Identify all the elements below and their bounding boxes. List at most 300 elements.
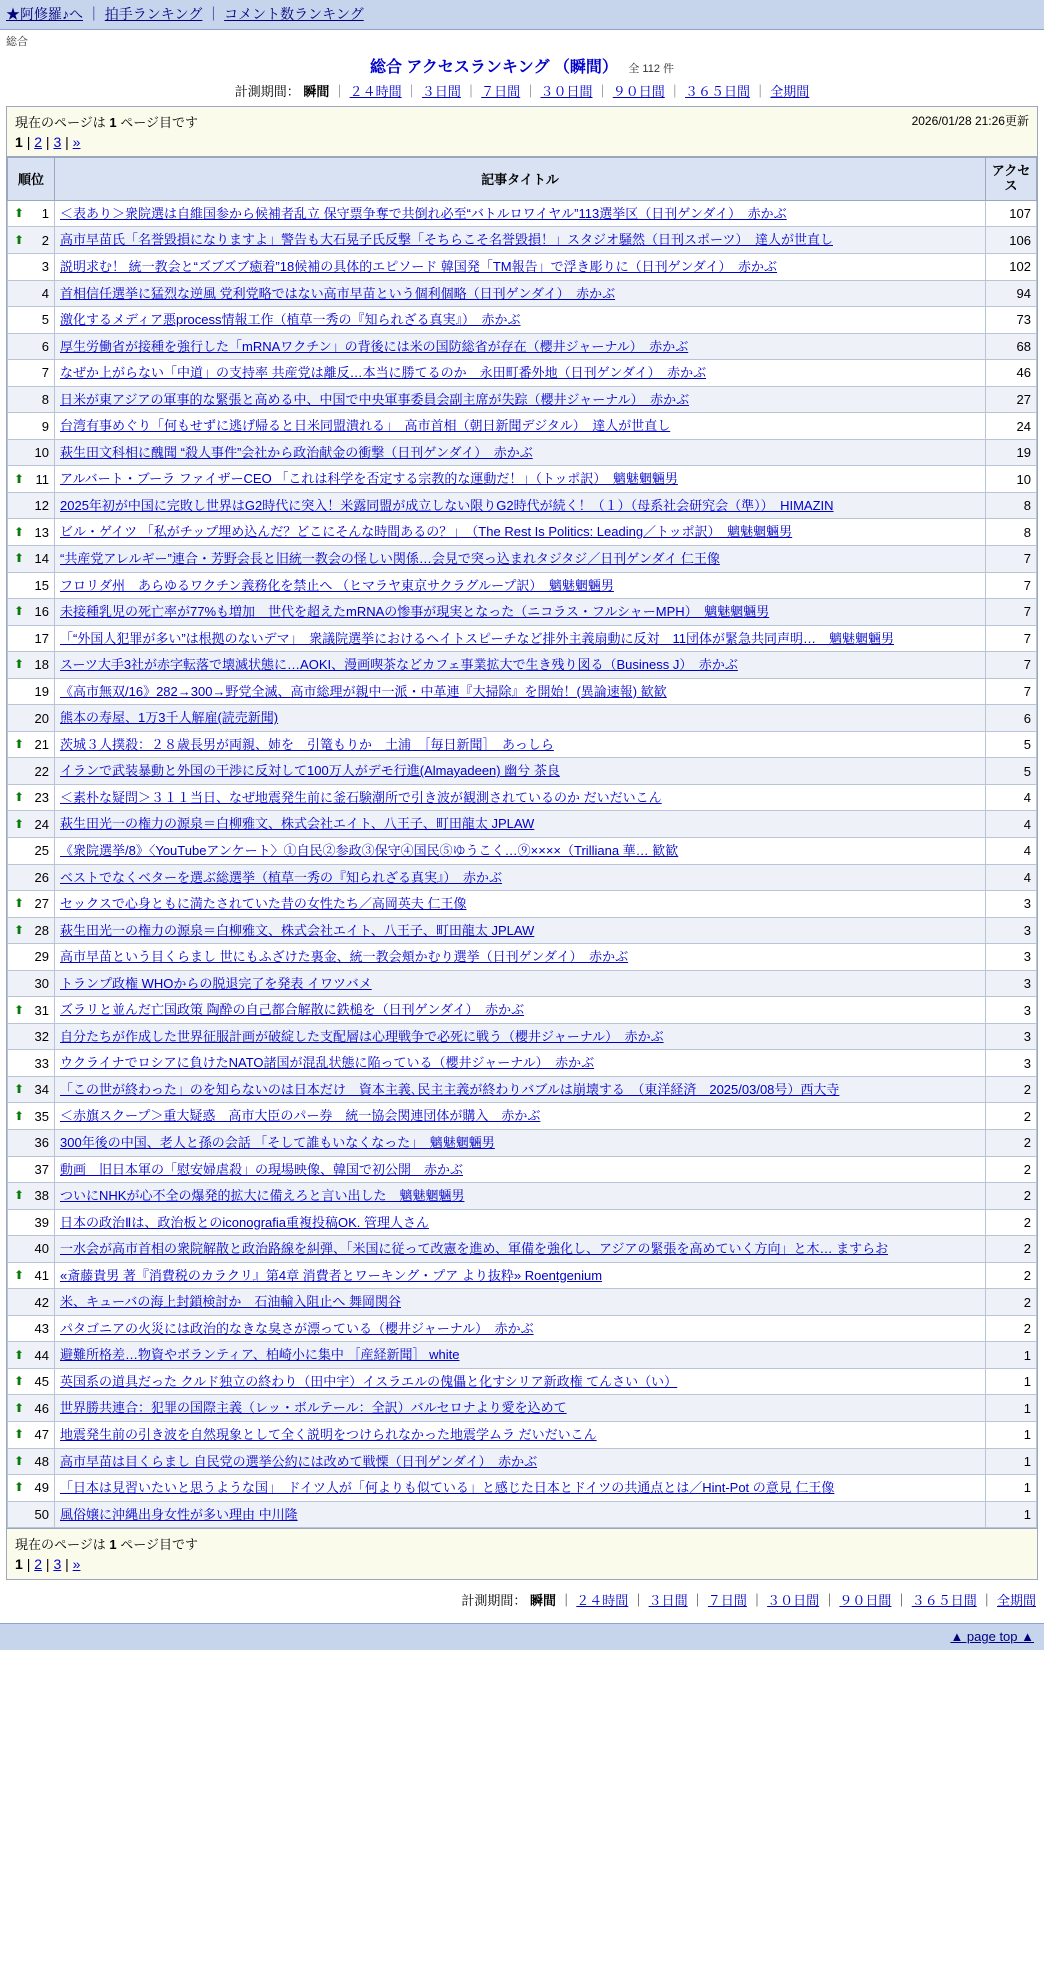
rank-cell [8, 200, 55, 227]
rank-cell [8, 1156, 55, 1183]
access-count-cell: 1 [986, 1448, 1037, 1475]
rank-up-arrow-icon: ⬆ [14, 1400, 25, 1415]
article-title-cell [55, 439, 986, 466]
rank-cell [8, 652, 55, 679]
table-row [8, 838, 1037, 865]
period-option-30d-top[interactable]: ３０日間 [540, 84, 593, 99]
last-updated: 2026/01/28 21:26更新 [911, 114, 1029, 128]
article-title-link[interactable]: 避難所格差…物資やボランティア、柏崎小に集中 ［産経新聞］ white [60, 1347, 460, 1363]
rank-number: 21 [34, 737, 49, 753]
rank-up-arrow-icon: ⬆ [14, 524, 25, 539]
access-count-cell: 6 [986, 705, 1037, 732]
rank-up-arrow-icon: ⬆ [14, 604, 25, 619]
period-div-t4: ｜ [523, 84, 537, 99]
article-title-cell [55, 1289, 986, 1316]
article-title-cell [55, 1023, 986, 1050]
access-count-cell: 3 [986, 917, 1037, 944]
rank-number: 18 [34, 657, 49, 673]
article-title-link[interactable]: セックスで心身ともに満たされていた昔の女性たち／高岡英夫 仁王像 [60, 896, 467, 912]
rank-cell [8, 1076, 55, 1103]
breadcrumb: 総合 [6, 36, 28, 48]
article-title-cell [55, 1342, 986, 1369]
article-title-link[interactable]: “共産党アレルギー”連合・芳野会長と旧統一教会の怪しい関係…会見で突っ込まれタジタジ／日刊ゲンダイ 仁王像 [60, 550, 720, 566]
article-title-link[interactable]: 「この世が終わった」のを知らないのは日本だけ 資本主義､民主主義が終わりバブルは崩壊する （東洋経済 2025/03/08号）西大寺 [60, 1081, 840, 1097]
article-title-cell [55, 1315, 986, 1342]
table-row [8, 1076, 1037, 1103]
access-count-cell: 1 [986, 1395, 1037, 1422]
nav-link-comment-ranking[interactable]: コメント数ランキング [224, 6, 364, 22]
article-title-link[interactable]: ビル・ゲイツ 「私がチップ埋め込んだ？どこにそんな時間あるの？」 （The Rest Is Politics: Leading／トッポ訳） 魑魅魍魎男 [60, 524, 793, 540]
article-title-link[interactable]: 未接種乳児の死亡率が77%も増加 世代を超えたmRNAの惨事が現実となった（ニコラス・フルシャーMPH） 魑魅魍魎男 [60, 604, 770, 620]
access-count-cell: 3 [986, 944, 1037, 971]
table-row [8, 1236, 1037, 1263]
table-row [8, 1475, 1037, 1502]
rank-number: 3 [41, 259, 49, 275]
page-info-suffix: ページ目です [120, 115, 198, 130]
pager-div-t1: | [26, 134, 31, 150]
pager-div-t3: | [65, 134, 69, 150]
article-title-link[interactable]: 地震発生前の引き波を自然現象として全く説明をつけられなかった地震学ムラ だいだいこん [60, 1427, 597, 1443]
table-row [8, 864, 1037, 891]
rank-number: 15 [34, 577, 49, 593]
article-title-link[interactable]: 一水会が高市首相の衆院解散と政治路線を糾弾、「米国に従って改憲を進め、軍備を強化し、アジアの緊張を高めていく方向」と木… ますらお [60, 1241, 889, 1257]
article-title-link[interactable]: ウクライナでロシアに負けたNATO諸国が混乱状態に陥っている（櫻井ジャーナル） 赤かぶ [60, 1055, 595, 1071]
period-option-365d-bottom[interactable]: ３６５日間 [911, 1593, 977, 1609]
access-count-cell: 94 [986, 280, 1037, 307]
table-row [8, 997, 1037, 1024]
article-title-link[interactable]: 300年後の中国、老人と孫の会話 「そして誰もいなくなった」 魑魅魍魎男 [60, 1135, 495, 1151]
article-title-cell [55, 280, 986, 307]
article-title-cell [55, 227, 986, 254]
article-title-cell [55, 1156, 986, 1183]
article-title-cell [55, 1501, 986, 1528]
rank-number: 42 [34, 1294, 49, 1310]
article-title-cell [55, 784, 986, 811]
article-title-link[interactable]: 高市早苗は目くらまし 自民党の選挙公約には改めて戦慄（日刊ゲンダイ） 赤かぶ [60, 1453, 538, 1469]
page-link-next-top[interactable]: » [72, 134, 81, 150]
access-count-cell: 5 [986, 731, 1037, 758]
rank-cell [8, 970, 55, 997]
period-option-24h-top[interactable]: ２４時間 [349, 84, 402, 99]
article-title-cell [55, 572, 986, 599]
page-info-number: 1 [109, 115, 117, 130]
table-row [8, 466, 1037, 493]
pager-div-b3: | [65, 1556, 69, 1573]
rank-cell [8, 811, 55, 838]
article-title-link[interactable]: ベストでなくベターを選ぶ総選挙（植草一秀の『知られざる真実』） 赤かぶ [60, 869, 503, 885]
article-title-link[interactable]: 《衆院選挙/8》〈YouTubeアンケート〉①自民②参政③保守④国民⑤ゆうこく…⑨××××（Trilliana 華… 歓歓 [60, 843, 679, 858]
rank-number: 39 [34, 1214, 49, 1230]
article-title-link[interactable]: スーツ大手3社が赤字転落で壊滅状態に…AOKI、漫画喫茶などカフェ事業拡大で生き残り図る（Business J） 赤かぶ [60, 657, 738, 673]
article-title-cell [55, 997, 986, 1024]
period-div-t5: ｜ [596, 84, 610, 99]
page-top-link[interactable]: ▲ page top ▲ [950, 1629, 1034, 1645]
rank-up-arrow-icon: ⬆ [14, 1347, 25, 1362]
article-title-link[interactable]: 高市早苗という目くらまし 世にもふざけた裏金、統一教会頬かむり選挙（日刊ゲンダイ） 赤かぶ [60, 949, 629, 965]
page-link-2-bottom[interactable]: 2 [34, 1556, 43, 1573]
table-row [8, 307, 1037, 334]
period-div-b7: ｜ [980, 1593, 994, 1609]
rank-up-arrow-icon: ⬆ [14, 1002, 25, 1017]
table-row [8, 1156, 1037, 1183]
rank-cell [8, 1130, 55, 1157]
access-count-cell: 2 [986, 1076, 1037, 1103]
footer-bar [0, 1623, 1044, 1650]
rank-cell [8, 599, 55, 626]
article-title-link[interactable]: 厚生労働省が接種を強行した「mRNAワクチン」の背後には米の国防総省が存在（櫻井ジャーナル） 赤かぶ [60, 338, 689, 354]
rank-cell [8, 1023, 55, 1050]
access-count-cell: 3 [986, 997, 1037, 1024]
article-title-link[interactable]: 「“外国人犯罪が多い”は根拠のないデマ」 衆議院選挙におけるヘイトスピーチなど排外主義扇動に反対 11団体が緊急共同声明… 魑魅魍魎男 [60, 630, 895, 646]
article-title-link[interactable]: «斎藤貴男 著『消費税のカラクリ』第4章 消費者とワーキング・プア より抜粋» Roentgenium [60, 1267, 603, 1283]
table-row [8, 1183, 1037, 1210]
rank-cell [8, 997, 55, 1024]
article-title-link[interactable]: イランで武装暴動と外国の干渉に反対して100万人がデモ行進(Almayadeen) 幽兮 茶良 [60, 763, 560, 779]
period-label-bottom: 計測期間： [461, 1593, 527, 1609]
table-row [8, 1315, 1037, 1342]
rank-up-arrow-icon: ⬆ [14, 1188, 25, 1203]
article-title-cell [55, 917, 986, 944]
article-title-link[interactable]: フロリダ州 あらゆるワクチン義務化を禁止へ （ヒマラヤ東京サクラグループ訳） 魑魅魍魎男 [60, 577, 614, 593]
rank-cell [8, 917, 55, 944]
table-row [8, 1023, 1037, 1050]
article-title-link[interactable]: ズラリと並んだ亡国政策 陶酔の自己都合解散に鉄槌を（日刊ゲンダイ） 赤かぶ [60, 1002, 525, 1018]
access-count-cell: 1 [986, 1422, 1037, 1449]
table-row [8, 200, 1037, 227]
rank-number: 44 [34, 1347, 49, 1363]
rank-number: 38 [34, 1188, 49, 1204]
article-title-link[interactable]: 首相信任選挙に猛烈な逆風 党利党略ではない高市早苗という個利個略（日刊ゲンダイ） 赤かぶ [60, 285, 616, 301]
article-title-link[interactable]: トランプ政権 WHOからの脱退完了を発表 イワツバメ [60, 975, 372, 991]
period-option-3d-bottom[interactable]: ３日間 [648, 1593, 688, 1609]
article-title-cell [55, 1050, 986, 1077]
period-option-24h-bottom[interactable]: ２４時間 [576, 1593, 629, 1609]
period-option-30d-bottom[interactable]: ３０日間 [767, 1593, 820, 1609]
rank-number: 16 [34, 604, 49, 620]
access-count-cell: 8 [986, 492, 1037, 519]
table-row [8, 678, 1037, 705]
rank-cell [8, 519, 55, 546]
access-count-cell: 2 [986, 1130, 1037, 1157]
page-title: 総合 アクセスランキング （瞬間） [369, 59, 618, 76]
rank-up-arrow-icon: ⬆ [14, 1268, 25, 1283]
rank-number: 40 [34, 1241, 49, 1257]
column-header-title: 記事タイトル [55, 158, 986, 201]
table-row [8, 439, 1037, 466]
period-option-all-bottom[interactable]: 全期間 [996, 1593, 1036, 1609]
table-row [8, 333, 1037, 360]
rank-up-arrow-icon: ⬆ [14, 1108, 25, 1123]
rank-number: 24 [34, 816, 49, 832]
article-title-link[interactable]: 自分たちが作成した世界征服計画が破綻した支配層は心理戦争で必死に戦う（櫻井ジャーナル） 赤かぶ [60, 1028, 664, 1044]
page-link-1-bottom: 1 [15, 1556, 23, 1573]
rank-up-arrow-icon: ⬆ [14, 1427, 25, 1442]
period-option-3d-top[interactable]: ３日間 [421, 84, 461, 99]
access-count-cell: 1 [986, 1501, 1037, 1528]
rank-cell [8, 944, 55, 971]
page-link-3-top[interactable]: 3 [53, 134, 62, 150]
access-count-cell: 4 [986, 784, 1037, 811]
rank-up-arrow-icon: ⬆ [14, 790, 25, 805]
rank-cell [8, 1368, 55, 1395]
access-count-cell: 2 [986, 1183, 1037, 1210]
rank-number: 20 [34, 710, 49, 726]
access-count-cell: 2 [986, 1236, 1037, 1263]
rank-up-arrow-icon: ⬆ [14, 657, 25, 672]
access-count-cell: 7 [986, 652, 1037, 679]
rank-cell [8, 758, 55, 785]
access-count-cell: 2 [986, 1262, 1037, 1289]
rank-number: 43 [34, 1321, 49, 1337]
rank-number: 30 [34, 976, 49, 991]
article-title-link[interactable]: 動画 旧日本軍の「慰安婦虐殺」の現場映像、韓国で初公開 赤かぶ [60, 1161, 464, 1177]
rank-up-arrow-icon: ⬆ [14, 1374, 25, 1389]
article-title-cell [55, 333, 986, 360]
article-title-link[interactable]: 「日本は見習いたいと思うような国」 ドイツ人が「何よりも似ている」と感じた日本とドイツの共通点とは／Hint-Pot の意見 仁王像 [60, 1480, 835, 1496]
access-count-cell: 8 [986, 519, 1037, 546]
article-title-cell [55, 891, 986, 918]
period-div-t6: ｜ [668, 84, 682, 99]
rank-number: 11 [35, 471, 49, 487]
article-title-link[interactable]: 高市早苗氏「名誉毀損になりますよ」警告も大石晃子氏反撃「そちらこそ名誉毀損！」スタジオ騒然（日刊スポーツ） 達人が世直し [60, 232, 833, 248]
rank-cell [8, 572, 55, 599]
table-row [8, 492, 1037, 519]
period-option-90d-top[interactable]: ９０日間 [612, 84, 665, 99]
table-row [8, 784, 1037, 811]
table-row [8, 545, 1037, 572]
page-info-footer [7, 1528, 1037, 1579]
article-title-link[interactable]: 説明求む！ 統一教会と“ズブズブ癒着”18候補の具体的エピソード 韓国発「TM報告」で浮き彫りに（日刊ゲンダイ） 赤かぶ [60, 258, 778, 274]
pagination-top [15, 131, 1029, 150]
article-title-link[interactable]: 世界勝共連合：犯罪の国際主義（レッ・ボルテール：全訳）バルセロナより愛を込めて [60, 1400, 567, 1416]
article-title-link[interactable]: アルバート・ブーラ ファイザーCEO 「これは科学を否定する宗教的な運動だ！」（トッポ訳） 魑魅魍魎男 [60, 471, 678, 487]
rank-up-arrow-icon: ⬆ [14, 896, 25, 911]
rank-number: 13 [34, 524, 49, 540]
article-title-link[interactable]: なぜか上がらない「中道」の支持率 共産党は離反…本当に勝てるのか 永田町番外地（日刊ゲンダイ） 赤かぶ [60, 365, 707, 381]
rank-number: 50 [34, 1506, 49, 1522]
nav-separator-2: ｜ [206, 6, 221, 22]
rank-up-arrow-icon: ⬆ [14, 922, 25, 937]
article-title-link[interactable]: 熊本の寿屋、1万3千人解雇(読売新聞) [60, 710, 279, 726]
access-count-cell: 5 [986, 758, 1037, 785]
period-option-7d-bottom[interactable]: ７日間 [707, 1593, 747, 1609]
article-title-link[interactable]: 茨城３人撲殺：２８歳長男が両親、姉を 引篭もりか 土浦 ［毎日新聞］ あっしら [60, 736, 554, 752]
article-title-link[interactable]: 《高市無双/16》282→300→野党全滅、高市総理が親中一派・中革連『大掃除』を開始！(異論速報) 歓歓 [60, 683, 667, 699]
rank-cell [8, 1103, 55, 1130]
nav-link-home[interactable]: ★阿修羅♪へ [6, 6, 83, 22]
access-count-cell: 2 [986, 1156, 1037, 1183]
article-title-link[interactable]: 米、キューバの海上封鎖検討か 石油輸入阻止へ 舞岡関谷 [60, 1294, 401, 1310]
rank-up-arrow-icon: ⬆ [14, 232, 25, 247]
access-count-cell: 2 [986, 1289, 1037, 1316]
rank-number: 47 [34, 1427, 49, 1443]
article-title-link[interactable]: 日米が東アジアの軍事的な緊張と高める中、中国で中央軍事委員会副主席が失踪（櫻井ジャーナル） 赤かぶ [60, 391, 690, 407]
article-title-link[interactable]: 萩生田光一の権力の源泉＝白柳雅文、株式会社エイト、八王子、町田龍太 JPLAW [60, 816, 535, 832]
rank-cell [8, 280, 55, 307]
rank-cell [8, 333, 55, 360]
column-header-rank: 順位 [8, 158, 55, 201]
period-div-b4: ｜ [750, 1593, 764, 1609]
access-count-cell: 1 [986, 1475, 1037, 1502]
period-current-top: 瞬間 [303, 84, 330, 99]
article-title-cell [55, 1103, 986, 1130]
table-row [8, 1368, 1037, 1395]
rank-number: 28 [34, 922, 49, 938]
table-row [8, 625, 1037, 652]
article-title-link[interactable]: 萩生田光一の権力の源泉＝白柳雅文、株式会社エイト、八王子、町田龍太 JPLAW [60, 922, 535, 938]
period-option-90d-bottom[interactable]: ９０日間 [839, 1593, 892, 1609]
article-title-cell [55, 307, 986, 334]
page-info-prefix-bottom: 現在のページは [15, 1537, 106, 1553]
article-title-cell [55, 864, 986, 891]
article-title-cell [55, 811, 986, 838]
page-link-2-top[interactable]: 2 [34, 134, 43, 150]
article-title-cell [55, 1236, 986, 1263]
column-header-access: アクセス [986, 158, 1037, 201]
rank-number: 29 [34, 949, 49, 965]
table-row [8, 227, 1037, 254]
rank-cell [8, 1262, 55, 1289]
rank-number: 48 [34, 1453, 49, 1469]
table-row [8, 1209, 1037, 1236]
table-row [8, 891, 1037, 918]
global-nav-bar [0, 0, 1044, 30]
article-title-cell [55, 200, 986, 227]
rank-cell [8, 545, 55, 572]
table-row [8, 519, 1037, 546]
period-option-365d-top[interactable]: ３６５日間 [685, 84, 751, 99]
period-option-7d-top[interactable]: ７日間 [481, 84, 521, 99]
page-info-prefix: 現在のページは [15, 115, 106, 130]
page-link-3-bottom[interactable]: 3 [53, 1556, 62, 1573]
page-link-next-bottom[interactable]: » [72, 1556, 81, 1573]
rank-cell [8, 625, 55, 652]
nav-link-applause-ranking[interactable]: 拍手ランキング [104, 6, 203, 22]
access-count-cell: 19 [986, 439, 1037, 466]
page-info-number-bottom: 1 [109, 1537, 117, 1553]
table-row [8, 944, 1037, 971]
period-div-t2: ｜ [405, 84, 419, 99]
article-title-link[interactable]: ついにNHKが心不全の爆発的拡大に備えろと言い出した 魑魅魍魎男 [60, 1188, 465, 1204]
table-row [8, 1342, 1037, 1369]
article-title-cell [55, 1475, 986, 1502]
pager-div-t2: | [45, 134, 50, 150]
pager-div-b2: | [45, 1556, 50, 1573]
rank-number: 5 [41, 312, 49, 328]
article-title-cell [55, 253, 986, 280]
rank-number: 1 [41, 206, 49, 222]
article-title-cell [55, 1130, 986, 1157]
rank-up-arrow-icon: ⬆ [14, 551, 25, 566]
pager-div-b1: | [26, 1556, 31, 1573]
rank-cell [8, 1315, 55, 1342]
period-div-b2: ｜ [631, 1593, 645, 1609]
rank-cell [8, 731, 55, 758]
rank-cell [8, 386, 55, 413]
rank-up-arrow-icon: ⬆ [14, 1480, 25, 1495]
article-title-link[interactable]: 台湾有事めぐり「何もせずに逃げ帰ると日米同盟潰れる」 高市首相（朝日新聞デジタル） 達人が世直し [60, 418, 671, 434]
table-row [8, 652, 1037, 679]
table-row [8, 970, 1037, 997]
access-count-cell: 1 [986, 1368, 1037, 1395]
table-row [8, 360, 1037, 387]
article-title-link[interactable]: ＜素朴な疑問＞３１１当日、なぜ地震発生前に釜石験潮所で引き波が観測されているのか だいだいこん [60, 789, 662, 805]
rank-number: 2 [41, 232, 49, 248]
table-row [8, 811, 1037, 838]
page-info-header [7, 107, 1037, 157]
access-count-cell: 7 [986, 625, 1037, 652]
article-title-link[interactable]: 英国系の道具だった クルド独立の終わり（田中宇）イスラエルの傀儡と化すシリア新政権 てんさい（い） [60, 1373, 678, 1389]
article-title-link[interactable]: 風俗嬢に沖縄出身女性が多い理由 中川隆 [60, 1506, 298, 1522]
article-title-cell [55, 731, 986, 758]
article-title-link[interactable]: 萩生田文科相に醜聞 “殺人事件”会社から政治献金の衝撃（日刊ゲンダイ） 赤かぶ [60, 444, 533, 460]
rank-up-arrow-icon: ⬆ [14, 816, 25, 831]
period-current-bottom: 瞬間 [530, 1593, 557, 1609]
rank-number: 10 [34, 445, 49, 461]
article-title-cell [55, 519, 986, 546]
access-count-cell: 27 [986, 386, 1037, 413]
rank-cell [8, 1395, 55, 1422]
period-div-t7: ｜ [753, 84, 767, 99]
rank-cell [8, 1050, 55, 1077]
access-count-cell: 3 [986, 891, 1037, 918]
rank-number: 26 [34, 869, 49, 885]
article-title-cell [55, 678, 986, 705]
pagination-bottom [15, 1553, 1029, 1572]
access-count-cell: 2 [986, 1103, 1037, 1130]
article-title-link[interactable]: 激化するメディア悪process情報工作（植草一秀の『知られざる真実』） 赤かぶ [60, 312, 521, 328]
article-title-cell [55, 758, 986, 785]
nav-separator-1: ｜ [86, 6, 101, 22]
rank-cell [8, 1183, 55, 1210]
rank-cell [8, 1501, 55, 1528]
table-row [8, 758, 1037, 785]
access-count-cell: 7 [986, 545, 1037, 572]
access-count-cell: 7 [986, 599, 1037, 626]
article-title-cell [55, 1183, 986, 1210]
table-row [8, 572, 1037, 599]
rank-number: 33 [34, 1055, 49, 1071]
rank-number: 45 [34, 1374, 49, 1390]
rank-up-arrow-icon: ⬆ [14, 471, 25, 486]
article-title-cell [55, 492, 986, 519]
ranking-panel [6, 106, 1038, 1580]
rank-number: 6 [41, 338, 49, 354]
access-count-cell: 2 [986, 1315, 1037, 1342]
page-title-block [0, 50, 1044, 79]
rank-cell [8, 784, 55, 811]
article-title-link[interactable]: 2025年初が中国に完敗し世界はG2時代に突入！米露同盟が成立しない限りG2時代が続く！（１）（母系社会研究会（準）） HIMAZIN [60, 497, 834, 513]
table-header-row [8, 158, 1037, 201]
article-title-cell [55, 599, 986, 626]
article-title-link[interactable]: パタゴニアの火災には政治的なきな臭さが漂っている（櫻井ジャーナル） 赤かぶ [60, 1320, 534, 1336]
table-row [8, 1262, 1037, 1289]
article-title-link[interactable]: ＜表あり＞衆院選は自維国参から候補者乱立 保守票争奪で共倒れ必至“バトルロワイヤル”113選挙区（日刊ゲンダイ） 赤かぶ [60, 205, 787, 221]
rank-number: 34 [34, 1082, 49, 1098]
article-title-link[interactable]: 日本の政治Ⅱは、政治板とのiconografia重複投稿OK. 管理人さん [60, 1214, 430, 1230]
table-row [8, 1050, 1037, 1077]
rank-cell [8, 466, 55, 493]
access-count-cell: 4 [986, 864, 1037, 891]
article-title-cell [55, 413, 986, 440]
access-count-cell: 68 [986, 333, 1037, 360]
access-count-cell: 3 [986, 1023, 1037, 1050]
rank-cell [8, 307, 55, 334]
rank-cell [8, 1209, 55, 1236]
table-row [8, 1422, 1037, 1449]
period-option-all-top[interactable]: 全期間 [770, 84, 810, 99]
article-title-link[interactable]: ＜赤旗スクープ＞重大疑惑 高市大臣のパー券 統一協会関連団体が購入 赤かぶ [60, 1108, 541, 1124]
